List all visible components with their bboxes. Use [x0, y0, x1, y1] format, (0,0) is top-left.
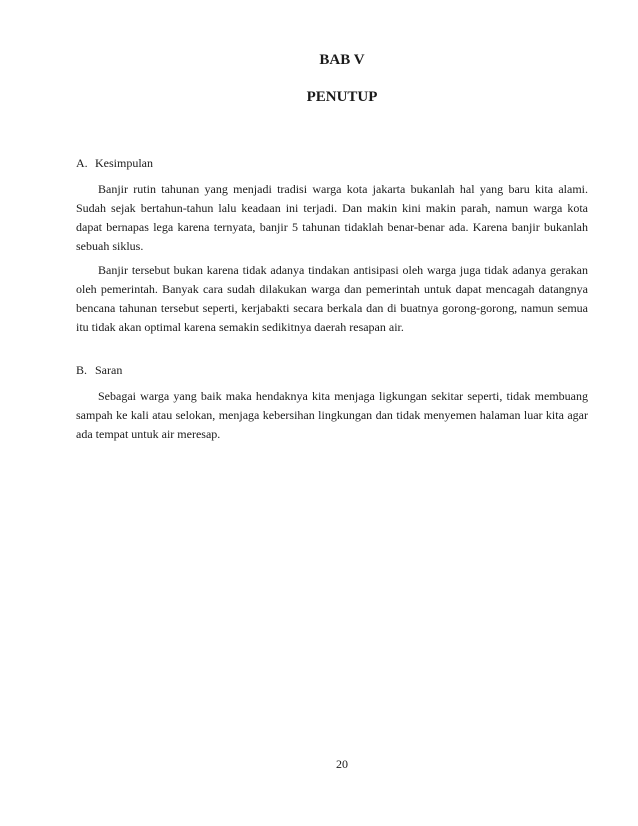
section-title: Kesimpulan — [95, 156, 153, 170]
paragraph: Banjir tersebut bukan karena tidak adanya tindakan antisipasi oleh warga juga tidak adanya gerakan oleh pemerintah. Banyak cara sudah dilakukan warga dan pemerintah untuk dapat mencagah datangnya bencana tahunan tersebut seperti, kerjabakti secara berkala dan di buatnya gorong-gorong, namun semua itu tidak akan optimal karena semakin sedikitnya daerah resapan air. — [76, 263, 588, 334]
section-title: Saran — [95, 363, 123, 377]
section-number: B. — [76, 363, 88, 377]
paragraph: Sebagai warga yang baik maka hendaknya kita menjaga ligkungan sekitar seperti, tidak membuang sampah ke kali atau selokan, menjaga kebersihan lingkungan dan tidak menyemen halaman luar kita agar ada tempat untuk air meresap. — [76, 389, 588, 441]
section-number: A. — [76, 156, 88, 170]
section-heading — [76, 155, 588, 171]
section-saran — [76, 362, 588, 449]
section-heading — [76, 362, 588, 378]
section-kesimpulan — [76, 155, 588, 342]
chapter-number: BAB V — [319, 52, 365, 68]
chapter-title: PENUTUP — [306, 89, 378, 105]
paragraph: Banjir rutin tahunan yang menjadi tradisi warga kota jakarta bukanlah hal yang baru kita alami. Sudah sejak bertahun-tahun lalu keadaan ini terjadi. Dan makin kini makin parah, namun warga kota dapat bernapas lega karena ternyata, banjir 5 tahunan tidaklah benar-benar ada. Karena banjir bukanlah sebuah siklus. — [76, 182, 588, 253]
page-number: 20 — [336, 757, 348, 771]
